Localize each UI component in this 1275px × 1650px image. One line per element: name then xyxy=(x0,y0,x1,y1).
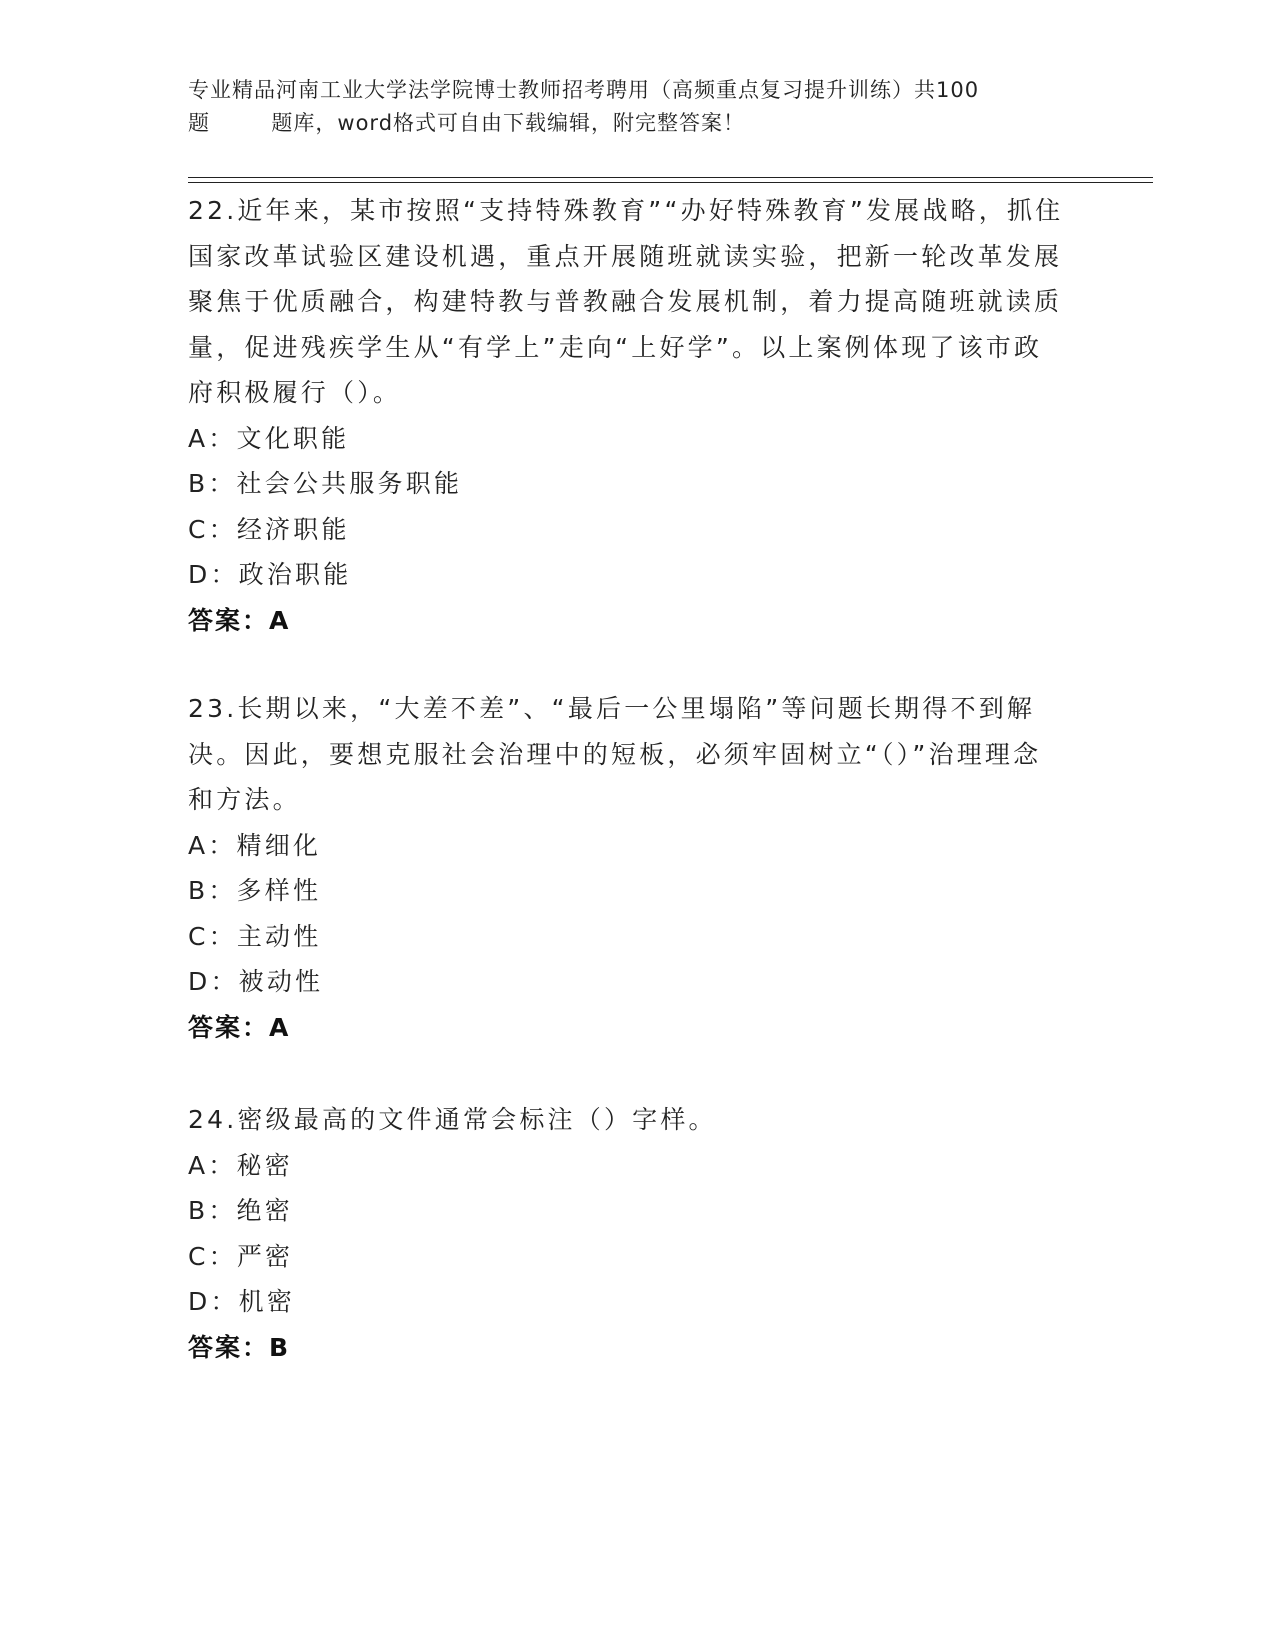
option-b: B：社会公共服务职能 xyxy=(188,469,463,498)
header-title-line1: 专业精品河南工业大学法学院博士教师招考聘用（高频重点复习提升训练）共100 xyxy=(188,78,980,102)
question-23 xyxy=(188,686,1068,1050)
header-divider-bottom xyxy=(188,182,1153,183)
option-a: A：秘密 xyxy=(188,1150,293,1180)
option-c: C：主动性 xyxy=(188,921,322,951)
option-d: D：被动性 xyxy=(188,967,324,996)
question-22 xyxy=(188,188,1068,643)
answer: 答案：B xyxy=(188,1332,291,1362)
question-24 xyxy=(188,1097,1068,1370)
option-c: C：严密 xyxy=(188,1241,294,1271)
option-c: C：经济职能 xyxy=(188,514,350,544)
question-stem: 23.长期以来，“大差不差”、“最后一公里塌陷”等问题长期得不到解决。因此，要想克服社会治理中的短板，必须牢固树立“（）”治理理念和方法。 xyxy=(188,694,1042,814)
option-a: A：精细化 xyxy=(188,830,322,860)
question-stem: 22.近年来，某市按照“支持特殊教育”“办好特殊教育”发展战略，抓住国家改革试验区建设机遇，重点开展随班就读实验，把新一轮改革发展聚焦于优质融合，构建特教与普教融合发展机制，着力提高随班就读质量，促进残疾学生从“有学上”走向“上好学”。以上案例体现了该市政府积极履行（）。 xyxy=(188,196,1064,407)
option-a: A：文化职能 xyxy=(188,423,350,453)
answer: 答案：A xyxy=(188,605,291,635)
question-stem: 24.密级最高的文件通常会标注（）字样。 xyxy=(188,1105,717,1134)
header-divider-top xyxy=(188,177,1153,178)
option-b: B：绝密 xyxy=(188,1196,293,1225)
option-b: B：多样性 xyxy=(188,876,322,905)
option-d: D：机密 xyxy=(188,1287,296,1316)
answer: 答案：A xyxy=(188,1012,291,1042)
header-title-line2: 题 题库，word格式可自由下载编辑，附完整答案！ xyxy=(188,111,746,135)
option-d: D：政治职能 xyxy=(188,560,352,589)
document-header xyxy=(188,74,1088,140)
